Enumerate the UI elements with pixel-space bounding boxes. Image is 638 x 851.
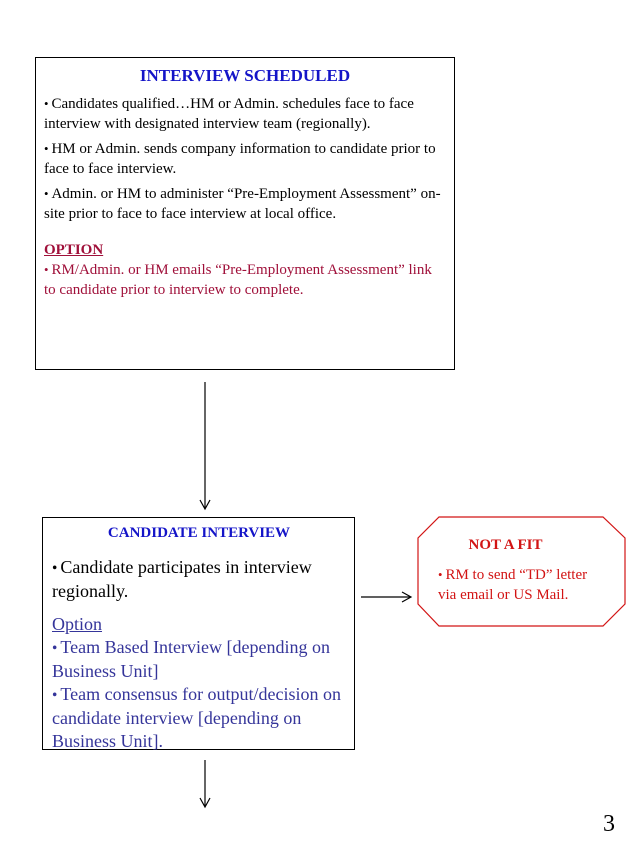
option-text: Team consensus for output/decision on candidate interview [depending on Business Unit].: [52, 684, 342, 751]
bullet-text: Admin. or HM to administer “Pre-Employment Assessment” on-site prior to face to face interview at local office.: [44, 186, 441, 222]
bullet-item: [44, 94, 446, 134]
arrow-box1-to-box2: [200, 382, 210, 509]
bullet-marker: •: [44, 142, 49, 156]
bullet-marker: •: [438, 568, 443, 582]
interview-scheduled-title: INTERVIEW SCHEDULED: [139, 66, 351, 85]
bullet-marker: •: [52, 640, 58, 657]
option-text: RM/Admin. or HM emails “Pre-Employment Assessment” link to candidate prior to interview to complete.: [44, 262, 432, 298]
option-item: [52, 636, 346, 683]
bullet-text: Candidate participates in interview regionally.: [52, 557, 312, 601]
not-a-fit-text: [438, 565, 598, 605]
option-title: Option: [52, 614, 103, 634]
bullet-item: [44, 184, 446, 224]
arrow-box2-down: [200, 760, 210, 807]
bullet-text: HM or Admin. sends company information to candidate prior to face to face interview.: [44, 141, 436, 177]
page-number: 3: [603, 811, 615, 837]
bullet-marker: •: [52, 687, 58, 704]
candidate-interview-title: CANDIDATE INTERVIEW: [107, 525, 291, 541]
option-text: Team Based Interview [depending on Business Unit]: [52, 637, 331, 681]
option-item: [44, 260, 446, 300]
not-a-fit-body: RM to send “TD” letter via email or US Mail.: [438, 567, 588, 603]
bullet-marker: •: [44, 263, 49, 277]
bullet-item: [44, 139, 446, 179]
interview-scheduled-box: [35, 57, 455, 370]
not-a-fit-title: NOT A FIT: [468, 537, 543, 553]
bullet-marker: •: [52, 560, 58, 577]
option-title: OPTION: [44, 242, 104, 258]
arrow-box2-to-notfit: [361, 592, 411, 602]
bullet-text: Candidates qualified…HM or Admin. schedules face to face interview with designated interview team (regionally).: [44, 96, 414, 132]
bullet-marker: •: [44, 187, 49, 201]
option-item: [52, 683, 346, 753]
bullet-item: [52, 556, 346, 603]
candidate-interview-box: [42, 517, 355, 750]
bullet-marker: •: [44, 97, 49, 111]
